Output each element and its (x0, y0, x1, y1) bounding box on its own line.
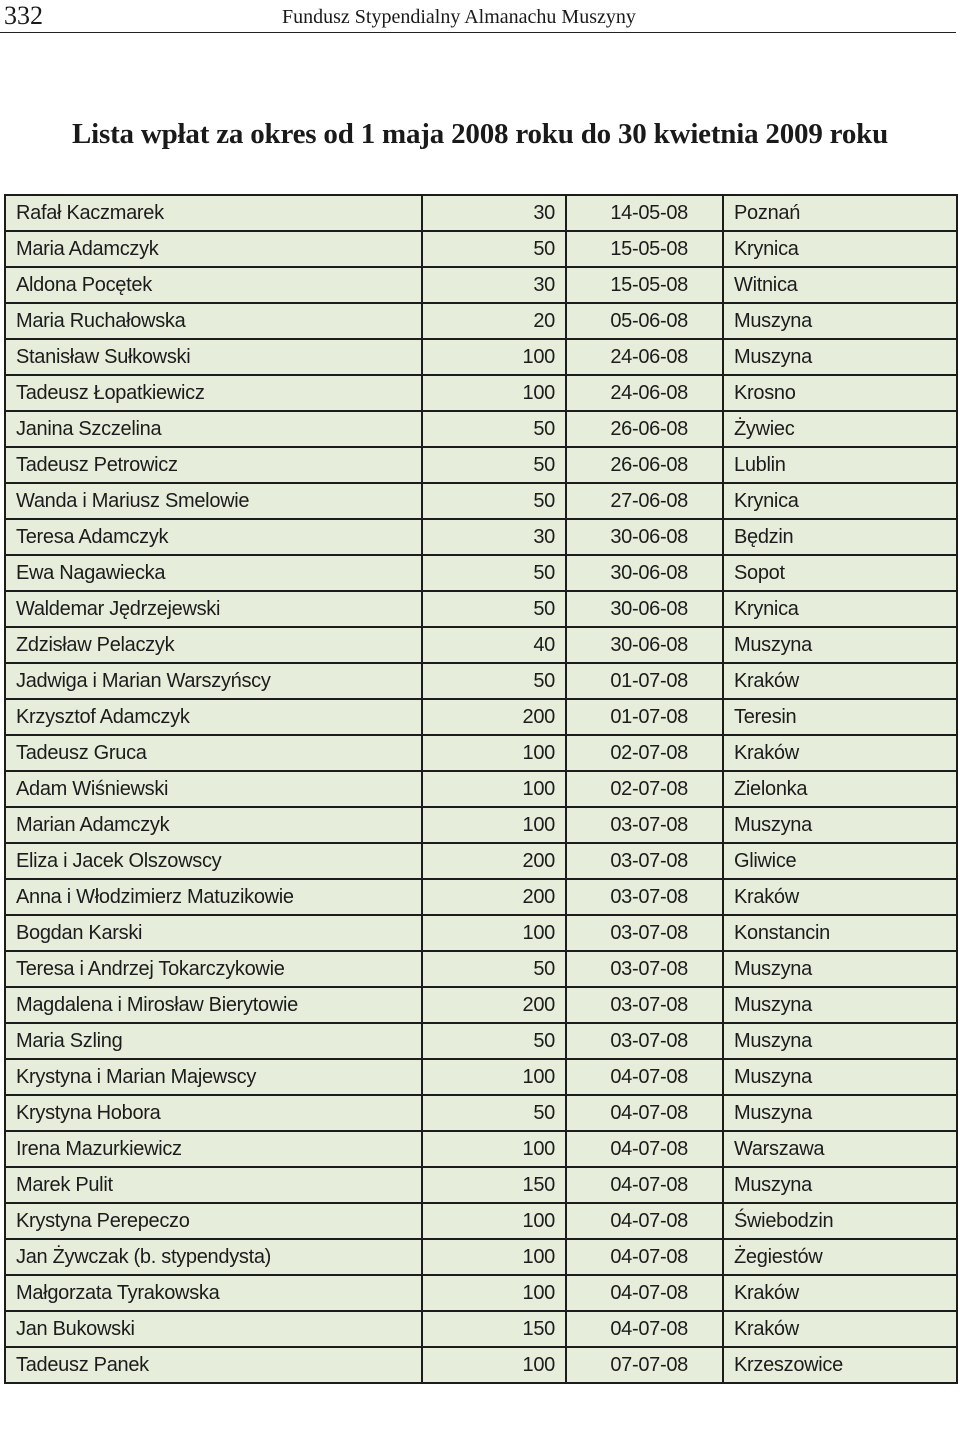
donor-name-cell: Jan Bukowski (5, 1311, 422, 1347)
donor-name-cell: Tadeusz Łopatkiewicz (5, 375, 422, 411)
document-title: Lista wpłat za okres od 1 maja 2008 roku do 30 kwietnia 2009 roku (71, 118, 888, 150)
donor-name-cell: Teresa i Andrzej Tokarczykowie (5, 951, 422, 987)
donor-name-cell: Maria Adamczyk (5, 231, 422, 267)
page-number: 332 (4, 1, 43, 30)
donor-name-cell: Adam Wiśniewski (5, 771, 422, 807)
date-cell: 04-07-08 (566, 1095, 723, 1131)
date-cell: 15-05-08 (566, 267, 723, 303)
date-cell: 04-07-08 (566, 1275, 723, 1311)
date-cell: 03-07-08 (566, 915, 723, 951)
city-cell: Krynica (723, 231, 957, 267)
table-row (5, 699, 957, 735)
table-row (5, 303, 957, 339)
donor-name-cell: Wanda i Mariusz Smelowie (5, 483, 422, 519)
amount-cell: 50 (422, 663, 566, 699)
date-cell: 04-07-08 (566, 1239, 723, 1275)
donor-name-cell: Irena Mazurkiewicz (5, 1131, 422, 1167)
table-row (5, 987, 957, 1023)
amount-cell: 100 (422, 339, 566, 375)
city-cell: Świebodzin (723, 1203, 957, 1239)
amount-cell: 30 (422, 195, 566, 231)
date-cell: 14-05-08 (566, 195, 723, 231)
amount-cell: 40 (422, 627, 566, 663)
table-row (5, 627, 957, 663)
city-cell: Kraków (723, 1275, 957, 1311)
donor-name-cell: Eliza i Jacek Olszowscy (5, 843, 422, 879)
table-row (5, 1023, 957, 1059)
date-cell: 04-07-08 (566, 1167, 723, 1203)
table-row (5, 735, 957, 771)
amount-cell: 50 (422, 555, 566, 591)
city-cell: Krzeszowice (723, 1347, 957, 1383)
city-cell: Kraków (723, 879, 957, 915)
donor-name-cell: Zdzisław Pelaczyk (5, 627, 422, 663)
city-cell: Żywiec (723, 411, 957, 447)
amount-cell: 50 (422, 411, 566, 447)
city-cell: Sopot (723, 555, 957, 591)
date-cell: 03-07-08 (566, 843, 723, 879)
running-title: Fundusz Stypendialny Almanachu Muszyny (282, 6, 636, 28)
city-cell: Muszyna (723, 1059, 957, 1095)
table-row (5, 483, 957, 519)
table-row (5, 1167, 957, 1203)
donor-name-cell: Bogdan Karski (5, 915, 422, 951)
date-cell: 02-07-08 (566, 771, 723, 807)
table-row (5, 771, 957, 807)
city-cell: Krosno (723, 375, 957, 411)
date-cell: 03-07-08 (566, 987, 723, 1023)
city-cell: Muszyna (723, 1095, 957, 1131)
date-cell: 03-07-08 (566, 951, 723, 987)
donor-name-cell: Tadeusz Petrowicz (5, 447, 422, 483)
date-cell: 26-06-08 (566, 447, 723, 483)
table-row (5, 915, 957, 951)
city-cell: Muszyna (723, 339, 957, 375)
table-row (5, 1239, 957, 1275)
amount-cell: 100 (422, 807, 566, 843)
table-row (5, 375, 957, 411)
table-row (5, 231, 957, 267)
amount-cell: 50 (422, 591, 566, 627)
table-row (5, 663, 957, 699)
table-row (5, 951, 957, 987)
date-cell: 04-07-08 (566, 1203, 723, 1239)
amount-cell: 100 (422, 735, 566, 771)
amount-cell: 200 (422, 699, 566, 735)
donor-name-cell: Janina Szczelina (5, 411, 422, 447)
date-cell: 26-06-08 (566, 411, 723, 447)
city-cell: Muszyna (723, 987, 957, 1023)
date-cell: 03-07-08 (566, 807, 723, 843)
table-row (5, 411, 957, 447)
table-row (5, 267, 957, 303)
table-row (5, 195, 957, 231)
city-cell: Witnica (723, 267, 957, 303)
donor-name-cell: Ewa Nagawiecka (5, 555, 422, 591)
table-row (5, 843, 957, 879)
city-cell: Muszyna (723, 1167, 957, 1203)
donor-name-cell: Stanisław Sułkowski (5, 339, 422, 375)
table-row (5, 879, 957, 915)
city-cell: Muszyna (723, 807, 957, 843)
amount-cell: 100 (422, 1059, 566, 1095)
donor-name-cell: Jan Żywczak (b. stypendysta) (5, 1239, 422, 1275)
amount-cell: 100 (422, 1239, 566, 1275)
table-row (5, 447, 957, 483)
table-row (5, 1347, 957, 1383)
donor-name-cell: Teresa Adamczyk (5, 519, 422, 555)
table-row (5, 1203, 957, 1239)
donations-table (4, 194, 958, 1384)
donor-name-cell: Marian Adamczyk (5, 807, 422, 843)
donations-table-body (5, 195, 957, 1383)
page-header (0, 0, 956, 33)
amount-cell: 100 (422, 771, 566, 807)
amount-cell: 200 (422, 987, 566, 1023)
amount-cell: 100 (422, 1131, 566, 1167)
city-cell: Lublin (723, 447, 957, 483)
date-cell: 03-07-08 (566, 1023, 723, 1059)
amount-cell: 50 (422, 1023, 566, 1059)
city-cell: Muszyna (723, 1023, 957, 1059)
date-cell: 24-06-08 (566, 375, 723, 411)
donor-name-cell: Aldona Pocętek (5, 267, 422, 303)
amount-cell: 50 (422, 483, 566, 519)
date-cell: 24-06-08 (566, 339, 723, 375)
city-cell: Kraków (723, 1311, 957, 1347)
date-cell: 07-07-08 (566, 1347, 723, 1383)
amount-cell: 100 (422, 1347, 566, 1383)
date-cell: 05-06-08 (566, 303, 723, 339)
city-cell: Poznań (723, 195, 957, 231)
donor-name-cell: Tadeusz Panek (5, 1347, 422, 1383)
table-row (5, 519, 957, 555)
date-cell: 30-06-08 (566, 555, 723, 591)
amount-cell: 100 (422, 375, 566, 411)
date-cell: 04-07-08 (566, 1131, 723, 1167)
amount-cell: 50 (422, 1095, 566, 1131)
date-cell: 01-07-08 (566, 699, 723, 735)
donor-name-cell: Małgorzata Tyrakowska (5, 1275, 422, 1311)
table-row (5, 591, 957, 627)
amount-cell: 30 (422, 519, 566, 555)
amount-cell: 30 (422, 267, 566, 303)
amount-cell: 20 (422, 303, 566, 339)
donor-name-cell: Anna i Włodzimierz Matuzikowie (5, 879, 422, 915)
date-cell: 30-06-08 (566, 591, 723, 627)
donor-name-cell: Krystyna Perepeczo (5, 1203, 422, 1239)
amount-cell: 100 (422, 915, 566, 951)
amount-cell: 150 (422, 1167, 566, 1203)
amount-cell: 50 (422, 447, 566, 483)
date-cell: 30-06-08 (566, 519, 723, 555)
date-cell: 02-07-08 (566, 735, 723, 771)
city-cell: Muszyna (723, 627, 957, 663)
city-cell: Kraków (723, 663, 957, 699)
donor-name-cell: Rafał Kaczmarek (5, 195, 422, 231)
table-row (5, 1131, 957, 1167)
date-cell: 03-07-08 (566, 879, 723, 915)
donor-name-cell: Maria Szling (5, 1023, 422, 1059)
amount-cell: 150 (422, 1311, 566, 1347)
city-cell: Gliwice (723, 843, 957, 879)
donor-name-cell: Krystyna i Marian Majewscy (5, 1059, 422, 1095)
table-row (5, 1095, 957, 1131)
city-cell: Krynica (723, 483, 957, 519)
amount-cell: 50 (422, 231, 566, 267)
donor-name-cell: Jadwiga i Marian Warszyńscy (5, 663, 422, 699)
city-cell: Muszyna (723, 303, 957, 339)
table-row (5, 807, 957, 843)
donor-name-cell: Marek Pulit (5, 1167, 422, 1203)
city-cell: Muszyna (723, 951, 957, 987)
date-cell: 04-07-08 (566, 1059, 723, 1095)
donor-name-cell: Krystyna Hobora (5, 1095, 422, 1131)
table-row (5, 1311, 957, 1347)
city-cell: Warszawa (723, 1131, 957, 1167)
date-cell: 15-05-08 (566, 231, 723, 267)
amount-cell: 50 (422, 951, 566, 987)
city-cell: Teresin (723, 699, 957, 735)
date-cell: 01-07-08 (566, 663, 723, 699)
date-cell: 30-06-08 (566, 627, 723, 663)
table-row (5, 1275, 957, 1311)
table-row (5, 1059, 957, 1095)
donor-name-cell: Tadeusz Gruca (5, 735, 422, 771)
date-cell: 27-06-08 (566, 483, 723, 519)
donor-name-cell: Magdalena i Mirosław Bierytowie (5, 987, 422, 1023)
donor-name-cell: Maria Ruchałowska (5, 303, 422, 339)
city-cell: Kraków (723, 735, 957, 771)
table-row (5, 339, 957, 375)
donor-name-cell: Waldemar Jędrzejewski (5, 591, 422, 627)
city-cell: Będzin (723, 519, 957, 555)
city-cell: Konstancin (723, 915, 957, 951)
table-row (5, 555, 957, 591)
amount-cell: 200 (422, 843, 566, 879)
city-cell: Krynica (723, 591, 957, 627)
date-cell: 04-07-08 (566, 1311, 723, 1347)
city-cell: Żegiestów (723, 1239, 957, 1275)
city-cell: Zielonka (723, 771, 957, 807)
amount-cell: 100 (422, 1203, 566, 1239)
amount-cell: 100 (422, 1275, 566, 1311)
donor-name-cell: Krzysztof Adamczyk (5, 699, 422, 735)
amount-cell: 200 (422, 879, 566, 915)
